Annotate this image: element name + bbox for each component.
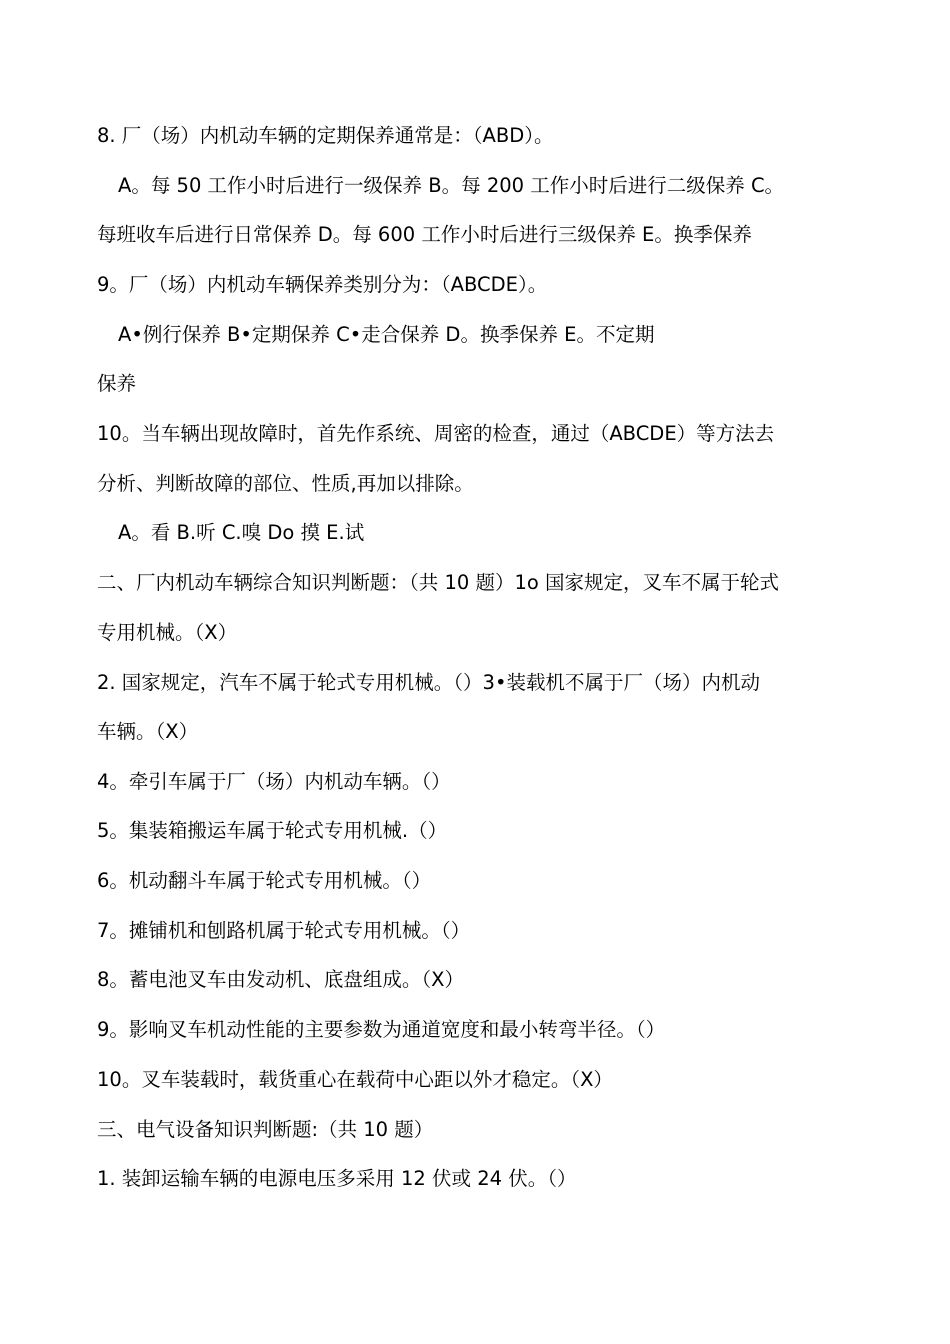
question-8-options-line-1: A。每 50 工作小时后进行一级保养 B。每 200 工作小时后进行二级保养 C。 [118,174,785,197]
section-3-item-1: 1. 装卸运输车辆的电源电压多采用 12 伏或 24 伏。（） [97,1167,577,1190]
question-10-stem-line-2: 分析、判断故障的部位、性质,再加以排除。 [97,472,474,495]
section-2-item-4: 4。牵引车属于厂（场）内机动车辆。（） [97,770,451,793]
section-2-item-8: 8。蓄电池叉车由发动机、底盘组成。（X） [97,968,465,991]
section-2-heading: 二、厂内机动车辆综合知识判断题：（共 10 题）1o 国家规定，叉车不属于轮式 [97,571,779,594]
section-3-heading: 三、电气设备知识判断题:（共 10 题） [97,1118,434,1141]
section-2-item-3-cont: 车辆。（X） [97,720,199,743]
question-8-options-line-2: 每班收车后进行日常保养 D。每 600 工作小时后进行三级保养 E。换季保养 [97,223,752,246]
question-10-stem-line-1: 10。当车辆出现故障时，首先作系统、周密的检查，通过（ABCDE）等方法去 [97,422,775,445]
question-9-options-line-2: 保养 [97,372,137,395]
question-10-options: A。看 B.听 C.嗅 Do 摸 E.试 [118,521,365,544]
section-2-item-7: 7。摊铺机和刨路机属于轮式专用机械。（） [97,919,471,942]
section-2-item-10: 10。叉车装载时，载货重心在载荷中心距以外才稳定。（X） [97,1068,613,1091]
section-2-item-5: 5。集装箱搬运车属于轮式专用机械.（） [97,819,448,842]
section-2-item-6: 6。机动翻斗车属于轮式专用机械。（） [97,869,432,892]
section-2-item-1-cont: 专用机械。（X） [97,621,238,644]
question-8-stem: 8. 厂（场）内机动车辆的定期保养通常是：（ABD）。 [97,124,554,147]
question-9-stem: 9。厂（场）内机动车辆保养类别分为：（ABCDE）。 [97,273,548,296]
question-9-options-line-1: A•例行保养 B•定期保养 C•走合保养 D。换季保养 E。不定期 [118,323,655,346]
section-2-items-2-3: 2. 国家规定，汽车不属于轮式专用机械。（）3•装载机不属于厂（场）内机动 [97,671,760,694]
section-2-item-9: 9。影响叉车机动性能的主要参数为通道宽度和最小转弯半径。（） [97,1018,666,1041]
